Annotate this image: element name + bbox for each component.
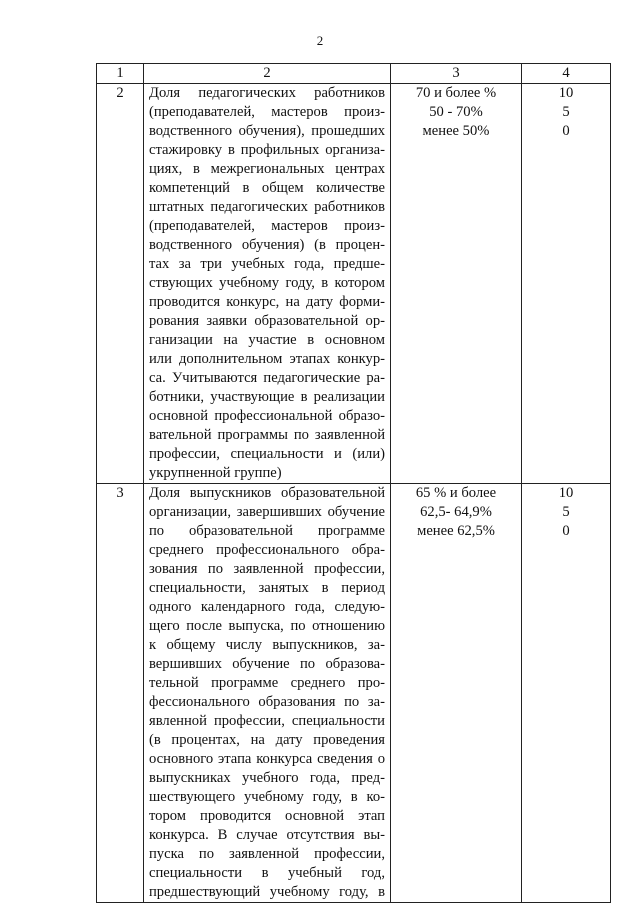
description-line: штатных педагогических работников	[149, 199, 385, 215]
description-line: тором проводится основной этап	[149, 808, 385, 824]
points-value: 0	[562, 123, 570, 139]
description-line: специальности в учебный год,	[149, 865, 385, 881]
description-line: выпускниках учебного года, пред-	[149, 770, 385, 786]
indicator-description	[144, 84, 391, 484]
description-line: или дополнительном этапах конкур-	[149, 351, 385, 367]
description-line: явленной профессии, специальности	[149, 713, 385, 729]
description-line: ганизации на участие в основном	[149, 332, 385, 348]
description-line: (преподавателей, мастеров произ-	[149, 104, 385, 120]
criterion-value: менее 62,5%	[417, 523, 495, 539]
description-line: (преподавателей, мастеров произ-	[149, 218, 385, 234]
description-line: тах за три учебных года, предше-	[149, 256, 385, 272]
description-line: компетенций в общем количестве	[149, 180, 385, 196]
description-line: одного календарного года, следую-	[149, 599, 385, 615]
points-value: 10	[558, 485, 574, 501]
description-line: ствующих учебному году, в котором	[149, 275, 385, 291]
description-line: вательной программы по заявленной	[149, 427, 385, 443]
description-line: организации, завершивших обучение	[149, 504, 385, 520]
criterion-value: 70 и более %	[415, 85, 497, 101]
description-line: проводится конкурс, на дату форми-	[149, 294, 385, 310]
description-line: циях, в межрегиональных центрах	[149, 161, 385, 177]
description-line: стажировку в профильных организа-	[149, 142, 385, 158]
description-line: (в процентах, на дату проведения	[149, 732, 385, 748]
description-line: к общему числу выпускников, за-	[149, 637, 385, 653]
description-line: специальности, занятых в период	[149, 580, 385, 596]
description-line: водственного обучения), прошедших	[149, 123, 385, 139]
criteria-cell	[391, 484, 522, 903]
criterion-value: менее 50%	[422, 123, 490, 139]
description-line: вершивших обучение по образова-	[149, 656, 385, 672]
description-line: среднего профессионального обра-	[149, 542, 385, 558]
criterion-value: 62,5- 64,9%	[420, 504, 492, 520]
description-line: са. Учитываются педагогические ра-	[149, 370, 385, 386]
criteria-cell	[391, 84, 522, 484]
description-line: шествующего учебному году, в ко-	[149, 789, 385, 805]
header-col-3: 3	[391, 64, 522, 84]
description-line: укрупненной группе)	[149, 465, 282, 481]
description-line: рования заявки образовательной ор-	[149, 313, 385, 329]
description-line: по образовательной программе	[149, 523, 385, 539]
criteria-table	[96, 63, 611, 903]
page-number: 2	[316, 33, 324, 48]
description-line: основного этапа конкурса сведения о	[149, 751, 385, 767]
description-line: профессии, специальности и (или)	[149, 446, 385, 462]
points-value: 0	[562, 523, 570, 539]
description-line: водственного обучения) (в процен-	[149, 237, 385, 253]
description-line: пуска по заявленной профессии,	[149, 846, 385, 862]
indicator-description	[144, 484, 391, 903]
points-cell	[522, 84, 611, 484]
header-col-1: 1	[97, 64, 144, 84]
description-line: зования по заявленной профессии,	[149, 561, 385, 577]
points-value: 5	[562, 104, 570, 120]
criterion-value: 65 % и более	[415, 485, 497, 501]
description-line: Доля педагогических работников	[149, 85, 385, 101]
header-col-4: 4	[522, 64, 611, 84]
description-line: основной профессиональной образо-	[149, 408, 385, 424]
description-line: фессионального образования по за-	[149, 694, 385, 710]
description-line: Доля выпускников образовательной	[149, 485, 385, 501]
description-line: предшествующий учебному году, в	[149, 884, 385, 900]
points-cell	[522, 484, 611, 903]
table-header-row	[97, 64, 611, 84]
table-row	[97, 84, 611, 484]
description-line: щего после выпуска, по отношению	[149, 618, 385, 634]
row-number: 3	[97, 484, 144, 903]
description-line: тельной программе среднего про-	[149, 675, 385, 691]
table-row	[97, 484, 611, 903]
row-number: 2	[97, 84, 144, 484]
points-value: 5	[562, 504, 570, 520]
description-line: ботники, участвующие в реализации	[149, 389, 385, 405]
criterion-value: 50 - 70%	[429, 104, 483, 120]
description-line: конкурса. В случае отсутствия вы-	[149, 827, 385, 843]
points-value: 10	[558, 85, 574, 101]
header-col-2: 2	[144, 64, 391, 84]
